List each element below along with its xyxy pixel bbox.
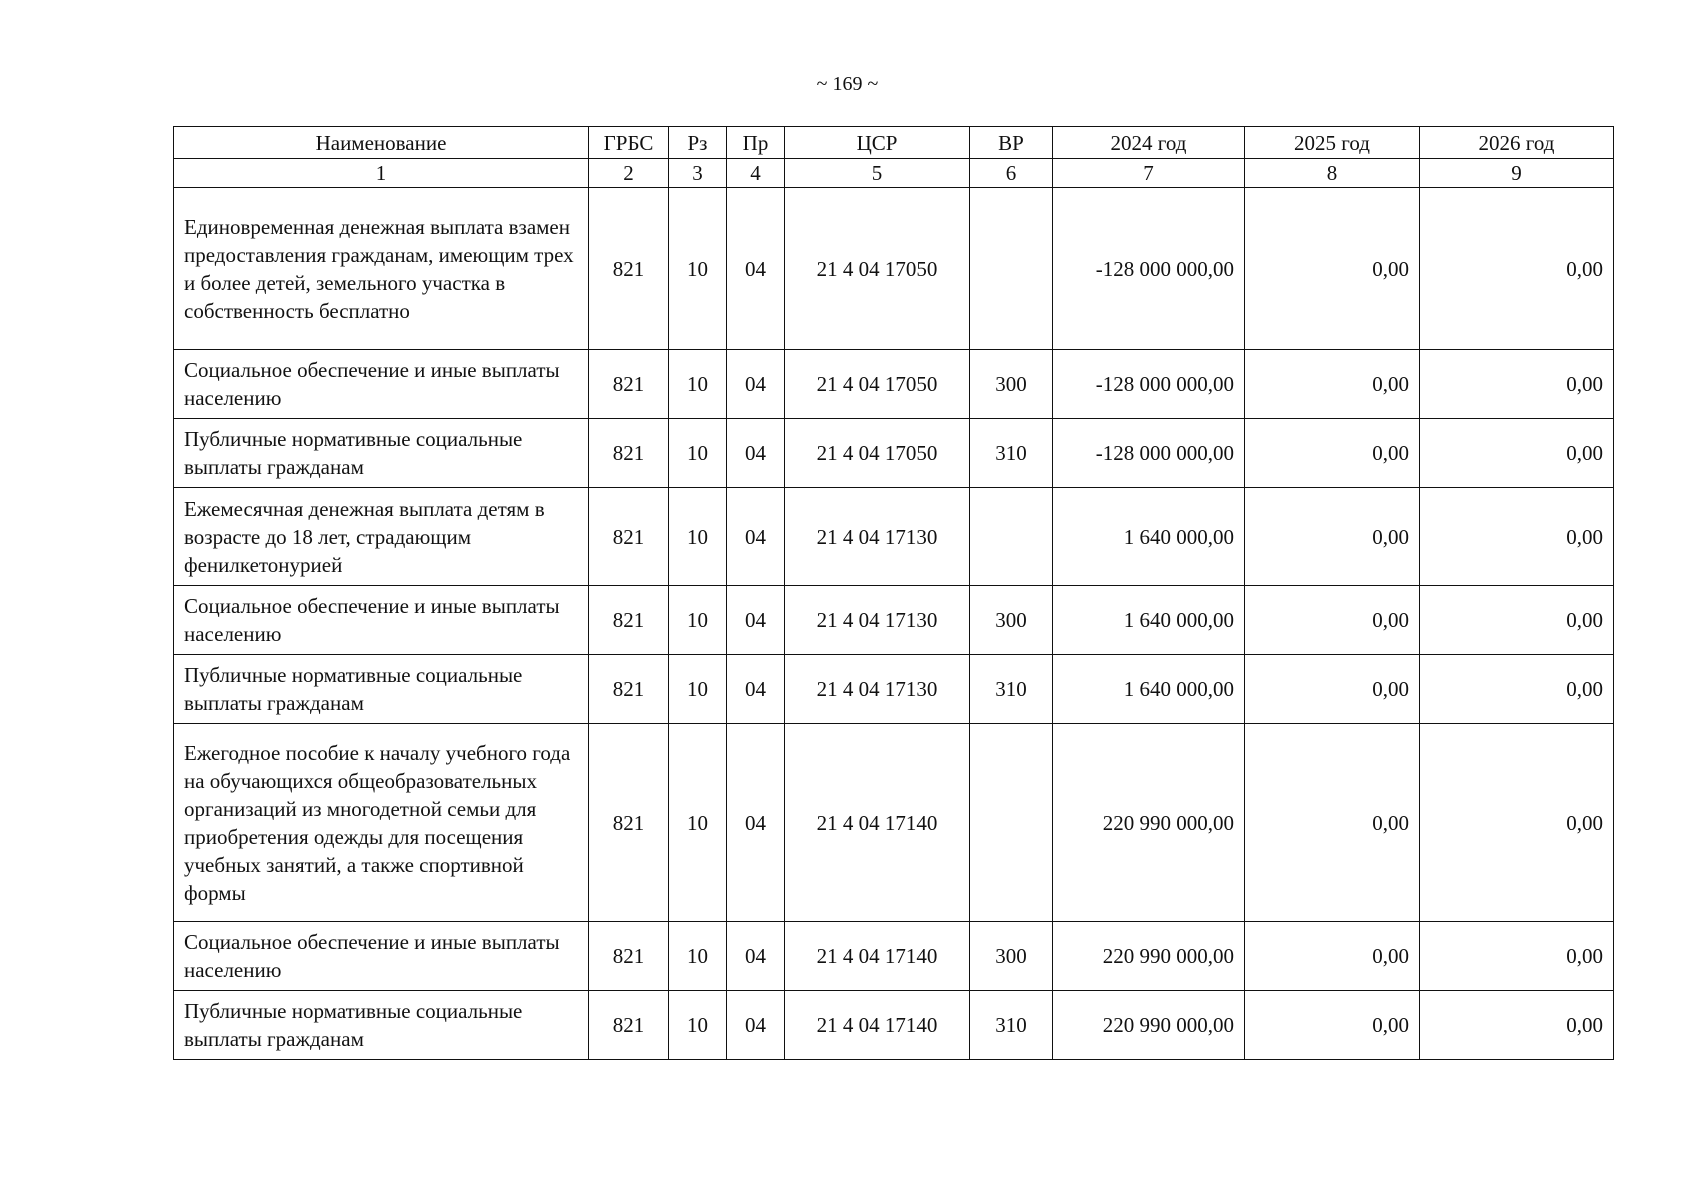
- row-rz: 10: [669, 419, 727, 488]
- row-rz: 10: [669, 488, 727, 586]
- table-row: [174, 655, 1614, 724]
- table-row: [174, 350, 1614, 419]
- header-rz: Рз: [669, 127, 727, 159]
- row-rz: 10: [669, 991, 727, 1060]
- row-grbs: 821: [589, 586, 669, 655]
- row-csr: 21 4 04 17050: [785, 350, 970, 419]
- row-2025: 0,00: [1245, 991, 1420, 1060]
- row-2025: 0,00: [1245, 586, 1420, 655]
- column-number: 2: [589, 159, 669, 188]
- column-number: 4: [727, 159, 785, 188]
- row-vr: 300: [970, 586, 1053, 655]
- row-name: Социальное обеспечение и иные выплаты населению: [174, 922, 589, 991]
- row-rz: 10: [669, 922, 727, 991]
- row-2026: 0,00: [1420, 922, 1614, 991]
- row-name: Публичные нормативные социальные выплаты гражданам: [174, 991, 589, 1060]
- row-grbs: 821: [589, 419, 669, 488]
- row-2024: 220 990 000,00: [1053, 922, 1245, 991]
- column-number: 9: [1420, 159, 1614, 188]
- row-rz: 10: [669, 724, 727, 922]
- row-vr: 310: [970, 419, 1053, 488]
- row-vr: [970, 188, 1053, 350]
- column-number: 8: [1245, 159, 1420, 188]
- header-2025: 2025 год: [1245, 127, 1420, 159]
- header-csr: ЦСР: [785, 127, 970, 159]
- row-name: Социальное обеспечение и иные выплаты населению: [174, 350, 589, 419]
- row-rz: 10: [669, 188, 727, 350]
- column-number: 6: [970, 159, 1053, 188]
- row-2025: 0,00: [1245, 350, 1420, 419]
- row-csr: 21 4 04 17050: [785, 419, 970, 488]
- table-row: [174, 488, 1614, 586]
- row-rz: 10: [669, 586, 727, 655]
- row-name: Публичные нормативные социальные выплаты гражданам: [174, 419, 589, 488]
- row-2024: -128 000 000,00: [1053, 350, 1245, 419]
- row-grbs: 821: [589, 350, 669, 419]
- row-2025: 0,00: [1245, 488, 1420, 586]
- row-2026: 0,00: [1420, 655, 1614, 724]
- row-grbs: 821: [589, 991, 669, 1060]
- row-2024: 1 640 000,00: [1053, 586, 1245, 655]
- row-2024: -128 000 000,00: [1053, 419, 1245, 488]
- row-csr: 21 4 04 17140: [785, 724, 970, 922]
- row-pr: 04: [727, 724, 785, 922]
- row-pr: 04: [727, 655, 785, 724]
- row-2026: 0,00: [1420, 350, 1614, 419]
- row-vr: 300: [970, 922, 1053, 991]
- column-number: 3: [669, 159, 727, 188]
- header-2026: 2026 год: [1420, 127, 1614, 159]
- row-2026: 0,00: [1420, 991, 1614, 1060]
- row-2024: 220 990 000,00: [1053, 724, 1245, 922]
- row-2026: 0,00: [1420, 419, 1614, 488]
- row-2025: 0,00: [1245, 922, 1420, 991]
- row-2026: 0,00: [1420, 488, 1614, 586]
- header-row: [174, 127, 1614, 159]
- budget-table: [173, 126, 1614, 1060]
- table-row: [174, 586, 1614, 655]
- row-csr: 21 4 04 17140: [785, 922, 970, 991]
- row-csr: 21 4 04 17130: [785, 655, 970, 724]
- row-rz: 10: [669, 350, 727, 419]
- row-name: Ежемесячная денежная выплата детям в возрасте до 18 лет, страдающим фенилкетонурией: [174, 488, 589, 586]
- table-row: [174, 991, 1614, 1060]
- row-name: Публичные нормативные социальные выплаты гражданам: [174, 655, 589, 724]
- row-csr: 21 4 04 17140: [785, 991, 970, 1060]
- row-grbs: 821: [589, 488, 669, 586]
- row-pr: 04: [727, 991, 785, 1060]
- row-name: Социальное обеспечение и иные выплаты населению: [174, 586, 589, 655]
- row-csr: 21 4 04 17130: [785, 586, 970, 655]
- row-grbs: 821: [589, 655, 669, 724]
- row-csr: 21 4 04 17050: [785, 188, 970, 350]
- row-2025: 0,00: [1245, 188, 1420, 350]
- row-2025: 0,00: [1245, 419, 1420, 488]
- row-name: Единовременная денежная выплата взамен предоставления гражданам, имеющим трех и более детей, земельного участка в собственность бесплатно: [174, 188, 589, 350]
- row-2024: 1 640 000,00: [1053, 488, 1245, 586]
- column-number: 7: [1053, 159, 1245, 188]
- column-number: 5: [785, 159, 970, 188]
- row-pr: 04: [727, 586, 785, 655]
- row-2026: 0,00: [1420, 724, 1614, 922]
- table-row: [174, 724, 1614, 922]
- row-2024: 1 640 000,00: [1053, 655, 1245, 724]
- header-grbs: ГРБС: [589, 127, 669, 159]
- row-2025: 0,00: [1245, 655, 1420, 724]
- row-grbs: 821: [589, 922, 669, 991]
- row-csr: 21 4 04 17130: [785, 488, 970, 586]
- row-pr: 04: [727, 419, 785, 488]
- row-vr: [970, 488, 1053, 586]
- header-pr: Пр: [727, 127, 785, 159]
- column-number: 1: [174, 159, 589, 188]
- row-pr: 04: [727, 188, 785, 350]
- row-name: Ежегодное пособие к началу учебного года на обучающихся общеобразовательных организаций из многодетной семьи для приобретения одежды для посещения учебных занятий, а также спортивной формы: [174, 724, 589, 922]
- table-row: [174, 188, 1614, 350]
- table-row: [174, 419, 1614, 488]
- row-rz: 10: [669, 655, 727, 724]
- row-2024: 220 990 000,00: [1053, 991, 1245, 1060]
- column-number-row: [174, 159, 1614, 188]
- page-number: ~ 169 ~: [816, 73, 879, 95]
- table-row: [174, 922, 1614, 991]
- row-pr: 04: [727, 922, 785, 991]
- row-2024: -128 000 000,00: [1053, 188, 1245, 350]
- header-name: Наименование: [174, 127, 589, 159]
- row-vr: 310: [970, 991, 1053, 1060]
- header-2024: 2024 год: [1053, 127, 1245, 159]
- row-vr: [970, 724, 1053, 922]
- row-2025: 0,00: [1245, 724, 1420, 922]
- row-pr: 04: [727, 350, 785, 419]
- row-2026: 0,00: [1420, 188, 1614, 350]
- row-grbs: 821: [589, 188, 669, 350]
- row-vr: 300: [970, 350, 1053, 419]
- row-grbs: 821: [589, 724, 669, 922]
- row-2026: 0,00: [1420, 586, 1614, 655]
- row-pr: 04: [727, 488, 785, 586]
- header-vr: ВР: [970, 127, 1053, 159]
- row-vr: 310: [970, 655, 1053, 724]
